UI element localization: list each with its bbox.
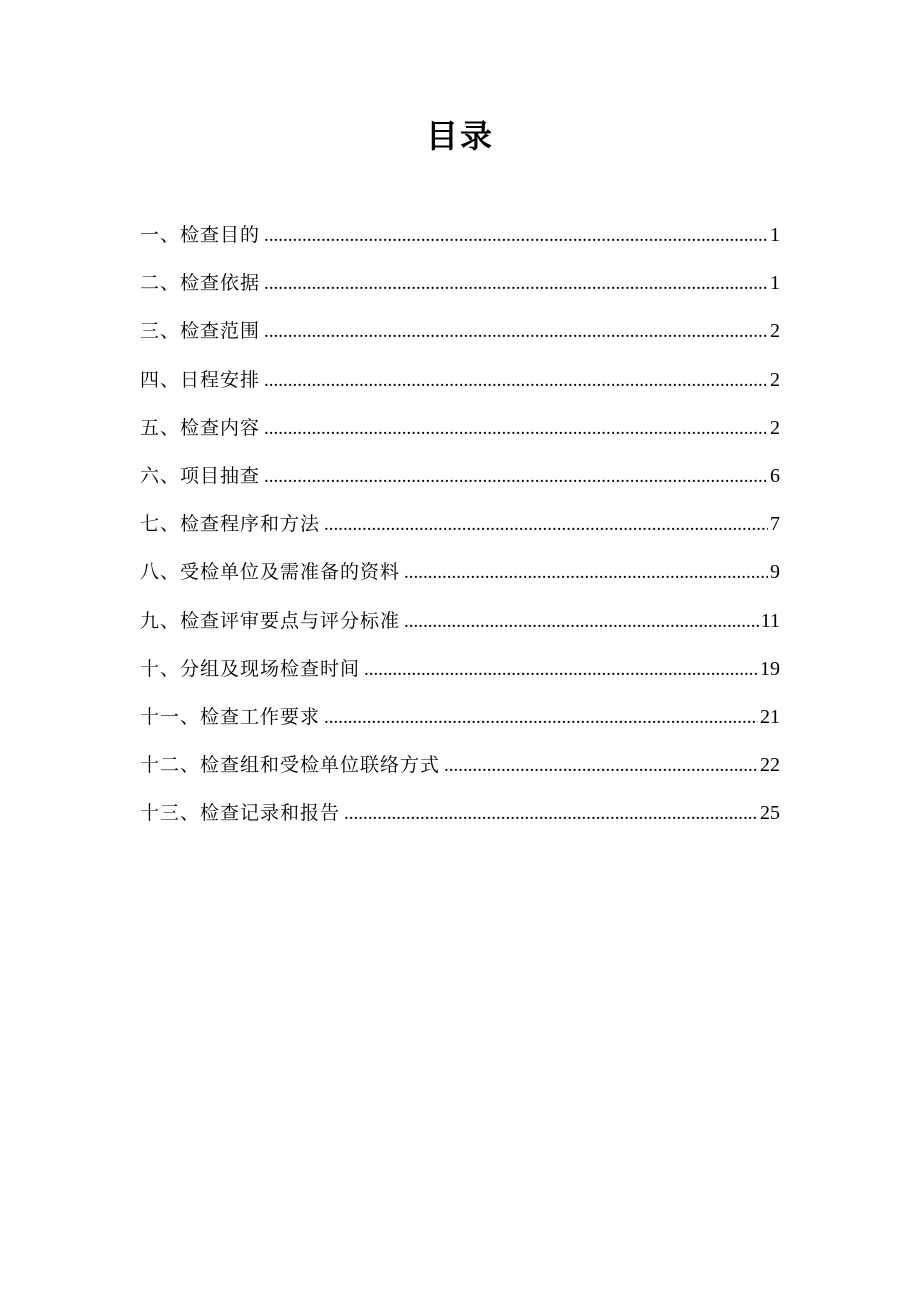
toc-dot-leader (264, 457, 768, 497)
toc-entry-page-number: 9 (770, 561, 780, 584)
toc-entry-label: 一、检查目的 (140, 224, 261, 246)
toc-dot-leader (264, 361, 768, 401)
toc-entry-page-number: 21 (760, 705, 780, 728)
toc-entry[interactable] (140, 504, 780, 552)
toc-dot-leader (404, 602, 759, 642)
toc-entry-label: 六、项目抽查 (140, 464, 261, 487)
toc-entry-label: 十一、检查工作要求 (140, 705, 321, 728)
toc-entry[interactable] (140, 360, 780, 408)
toc-dot-leader (324, 698, 758, 738)
toc-entry[interactable] (140, 311, 780, 359)
toc-entry-label: 十、分组及现场检查时间 (140, 657, 361, 680)
toc-entry-label: 四、日程安排 (140, 368, 261, 391)
toc-dot-leader (264, 312, 768, 352)
toc-entry-page-number: 6 (770, 464, 780, 487)
toc-entry-page-number: 22 (760, 754, 780, 777)
toc-entry-label: 二、检查依据 (140, 272, 261, 295)
toc-entry[interactable] (140, 263, 780, 311)
toc-dot-leader (324, 505, 768, 545)
toc-entry[interactable] (140, 215, 780, 263)
toc-dot-leader (444, 746, 758, 786)
toc-entry-page-number: 1 (770, 272, 780, 295)
toc-entry[interactable] (140, 408, 780, 456)
toc-entry-label: 七、检查程序和方法 (140, 513, 321, 536)
toc-entry[interactable] (140, 601, 780, 649)
toc-dot-leader (344, 794, 758, 834)
toc-entry-page-number: 2 (770, 416, 780, 439)
toc-entry[interactable] (140, 793, 780, 841)
toc-entry[interactable] (140, 552, 780, 600)
toc-dot-leader (264, 409, 768, 449)
toc-dot-leader (264, 264, 768, 304)
toc-entry-page-number: 19 (760, 657, 780, 680)
toc-dot-leader (264, 216, 768, 256)
toc-entry[interactable] (140, 649, 780, 697)
toc-entry-label: 十三、检查记录和报告 (140, 802, 341, 825)
toc-title: 目录 (425, 117, 494, 155)
toc-dot-leader (364, 650, 758, 690)
toc-entry-label: 八、受检单位及需准备的资料 (140, 561, 401, 584)
table-of-contents (140, 215, 780, 841)
toc-dot-leader (404, 553, 768, 593)
toc-entry[interactable] (140, 697, 780, 745)
toc-entry[interactable] (140, 745, 780, 793)
toc-entry-page-number: 11 (760, 609, 780, 632)
toc-entry-page-number: 2 (770, 368, 780, 391)
toc-entry[interactable] (140, 456, 780, 504)
toc-entry-label: 十二、检查组和受检单位联络方式 (140, 754, 441, 777)
toc-entry-page-number: 2 (770, 320, 780, 343)
toc-entry-label: 三、检查范围 (140, 320, 261, 343)
toc-entry-page-number: 7 (770, 513, 780, 536)
toc-entry-page-number: 25 (760, 802, 780, 825)
toc-entry-label: 九、检查评审要点与评分标准 (140, 609, 401, 632)
toc-entry-page-number: 1 (770, 224, 780, 246)
toc-entry-label: 五、检查内容 (140, 416, 261, 439)
